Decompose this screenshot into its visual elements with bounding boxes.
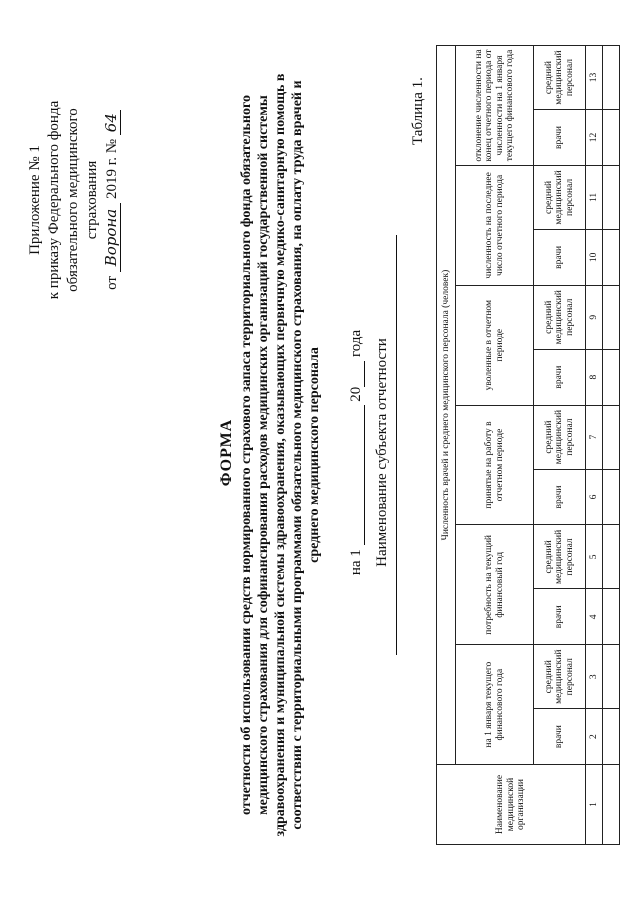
approval-line-4: страхования xyxy=(84,160,100,240)
approval-order-number: 64 xyxy=(102,110,121,135)
col-number: 9 xyxy=(586,285,603,349)
group-hired: принятые на работу в отчетном периоде xyxy=(456,405,534,525)
report-table xyxy=(436,45,620,845)
sub-doctors: врачи xyxy=(534,229,586,285)
group-jan-1: на 1 января текущего финансового года xyxy=(456,645,534,765)
col-number: 11 xyxy=(586,165,603,229)
table-cell xyxy=(603,469,620,525)
subject-line xyxy=(396,235,397,655)
col-number: 13 xyxy=(586,46,603,110)
group-dismissed: уволенные в отчетном периоде xyxy=(456,285,534,405)
col-organization-name: Наименование медицинской организации xyxy=(437,765,586,845)
subject-label: Наименование субъекта отчетности xyxy=(374,338,390,567)
table-cell xyxy=(603,709,620,765)
col-number: 3 xyxy=(586,645,603,709)
col-number: 7 xyxy=(586,405,603,469)
approval-block xyxy=(26,55,122,345)
table-cell xyxy=(603,46,620,110)
table-cell xyxy=(603,765,620,845)
col-number: 5 xyxy=(586,525,603,589)
approval-date-prefix: от xyxy=(104,276,120,290)
table-cell xyxy=(603,165,620,229)
table-cell xyxy=(603,285,620,349)
approval-line-1: Приложение № 1 xyxy=(27,145,43,255)
report-date-year-suffix: года xyxy=(348,329,364,357)
sub-doctors: врачи xyxy=(534,349,586,405)
table-label: Таблица 1. xyxy=(410,77,426,145)
group-period-end: численность на последнее число отчетного периода xyxy=(456,165,534,285)
sub-staff: средний медицинский персонал xyxy=(534,405,586,469)
table-cell xyxy=(603,229,620,285)
sub-doctors: врачи xyxy=(534,589,586,645)
sub-staff: средний медицинский персонал xyxy=(534,645,586,709)
col-number: 2 xyxy=(586,709,603,765)
col-number: 8 xyxy=(586,349,603,405)
report-date-on: на 1 xyxy=(348,549,364,576)
table-cell xyxy=(603,589,620,645)
col-number: 4 xyxy=(586,589,603,645)
sub-staff: средний медицинский персонал xyxy=(534,46,586,110)
table-cell xyxy=(603,349,620,405)
group-header: Численность врачей и среднего медицинского персонала (человек) xyxy=(437,46,456,765)
table-cell xyxy=(603,405,620,469)
approval-date-suffix: 2019 г. № xyxy=(104,138,120,199)
col-number: 10 xyxy=(586,229,603,285)
approval-date-line xyxy=(102,55,122,345)
report-date-year-prefix: 20 xyxy=(348,386,364,402)
table-row xyxy=(603,46,620,845)
approval-line-3: обязательного медицинского xyxy=(65,108,81,292)
sub-doctors: врачи xyxy=(534,469,586,525)
sub-doctors: врачи xyxy=(534,110,586,166)
col-number: 1 xyxy=(586,765,603,845)
col-number: 6 xyxy=(586,469,603,525)
group-deviation: отклонение численности на конец отчетного периода от численности на 1 января текущего финансового года xyxy=(456,46,534,166)
group-need: потребность на текущий финансовый год xyxy=(456,525,534,645)
table-cell xyxy=(603,525,620,589)
approval-date-handwritten: Ворона xyxy=(102,203,121,273)
report-date-line xyxy=(348,0,365,905)
sub-staff: средний медицинский персонал xyxy=(534,165,586,229)
form-subtitle: отчетности об использовании средств нормированного страхового запаса территориального фонда обязательного медицинского страхования для софинансирования расходов медицинских организаций государственной системы здравоохранения и муниципальной системы здравоохранения, оказывающих первичную медико-санитарную помощь в соответствии с территориальными программами обязательного медицинского страхования, на оплату труда врачей и среднего медицинского персонала xyxy=(239,73,322,837)
col-number: 12 xyxy=(586,110,603,166)
table-cell xyxy=(603,110,620,166)
approval-line-2: к приказу Федерального фонда xyxy=(46,100,62,300)
sub-staff: средний медицинский персонал xyxy=(534,525,586,589)
sub-doctors: врачи xyxy=(534,709,586,765)
report-date-blank xyxy=(350,405,365,545)
table-cell xyxy=(603,645,620,709)
form-title: ФОРМА xyxy=(218,418,235,487)
sub-staff: средний медицинский персонал xyxy=(534,285,586,349)
report-year-blank xyxy=(350,361,365,387)
